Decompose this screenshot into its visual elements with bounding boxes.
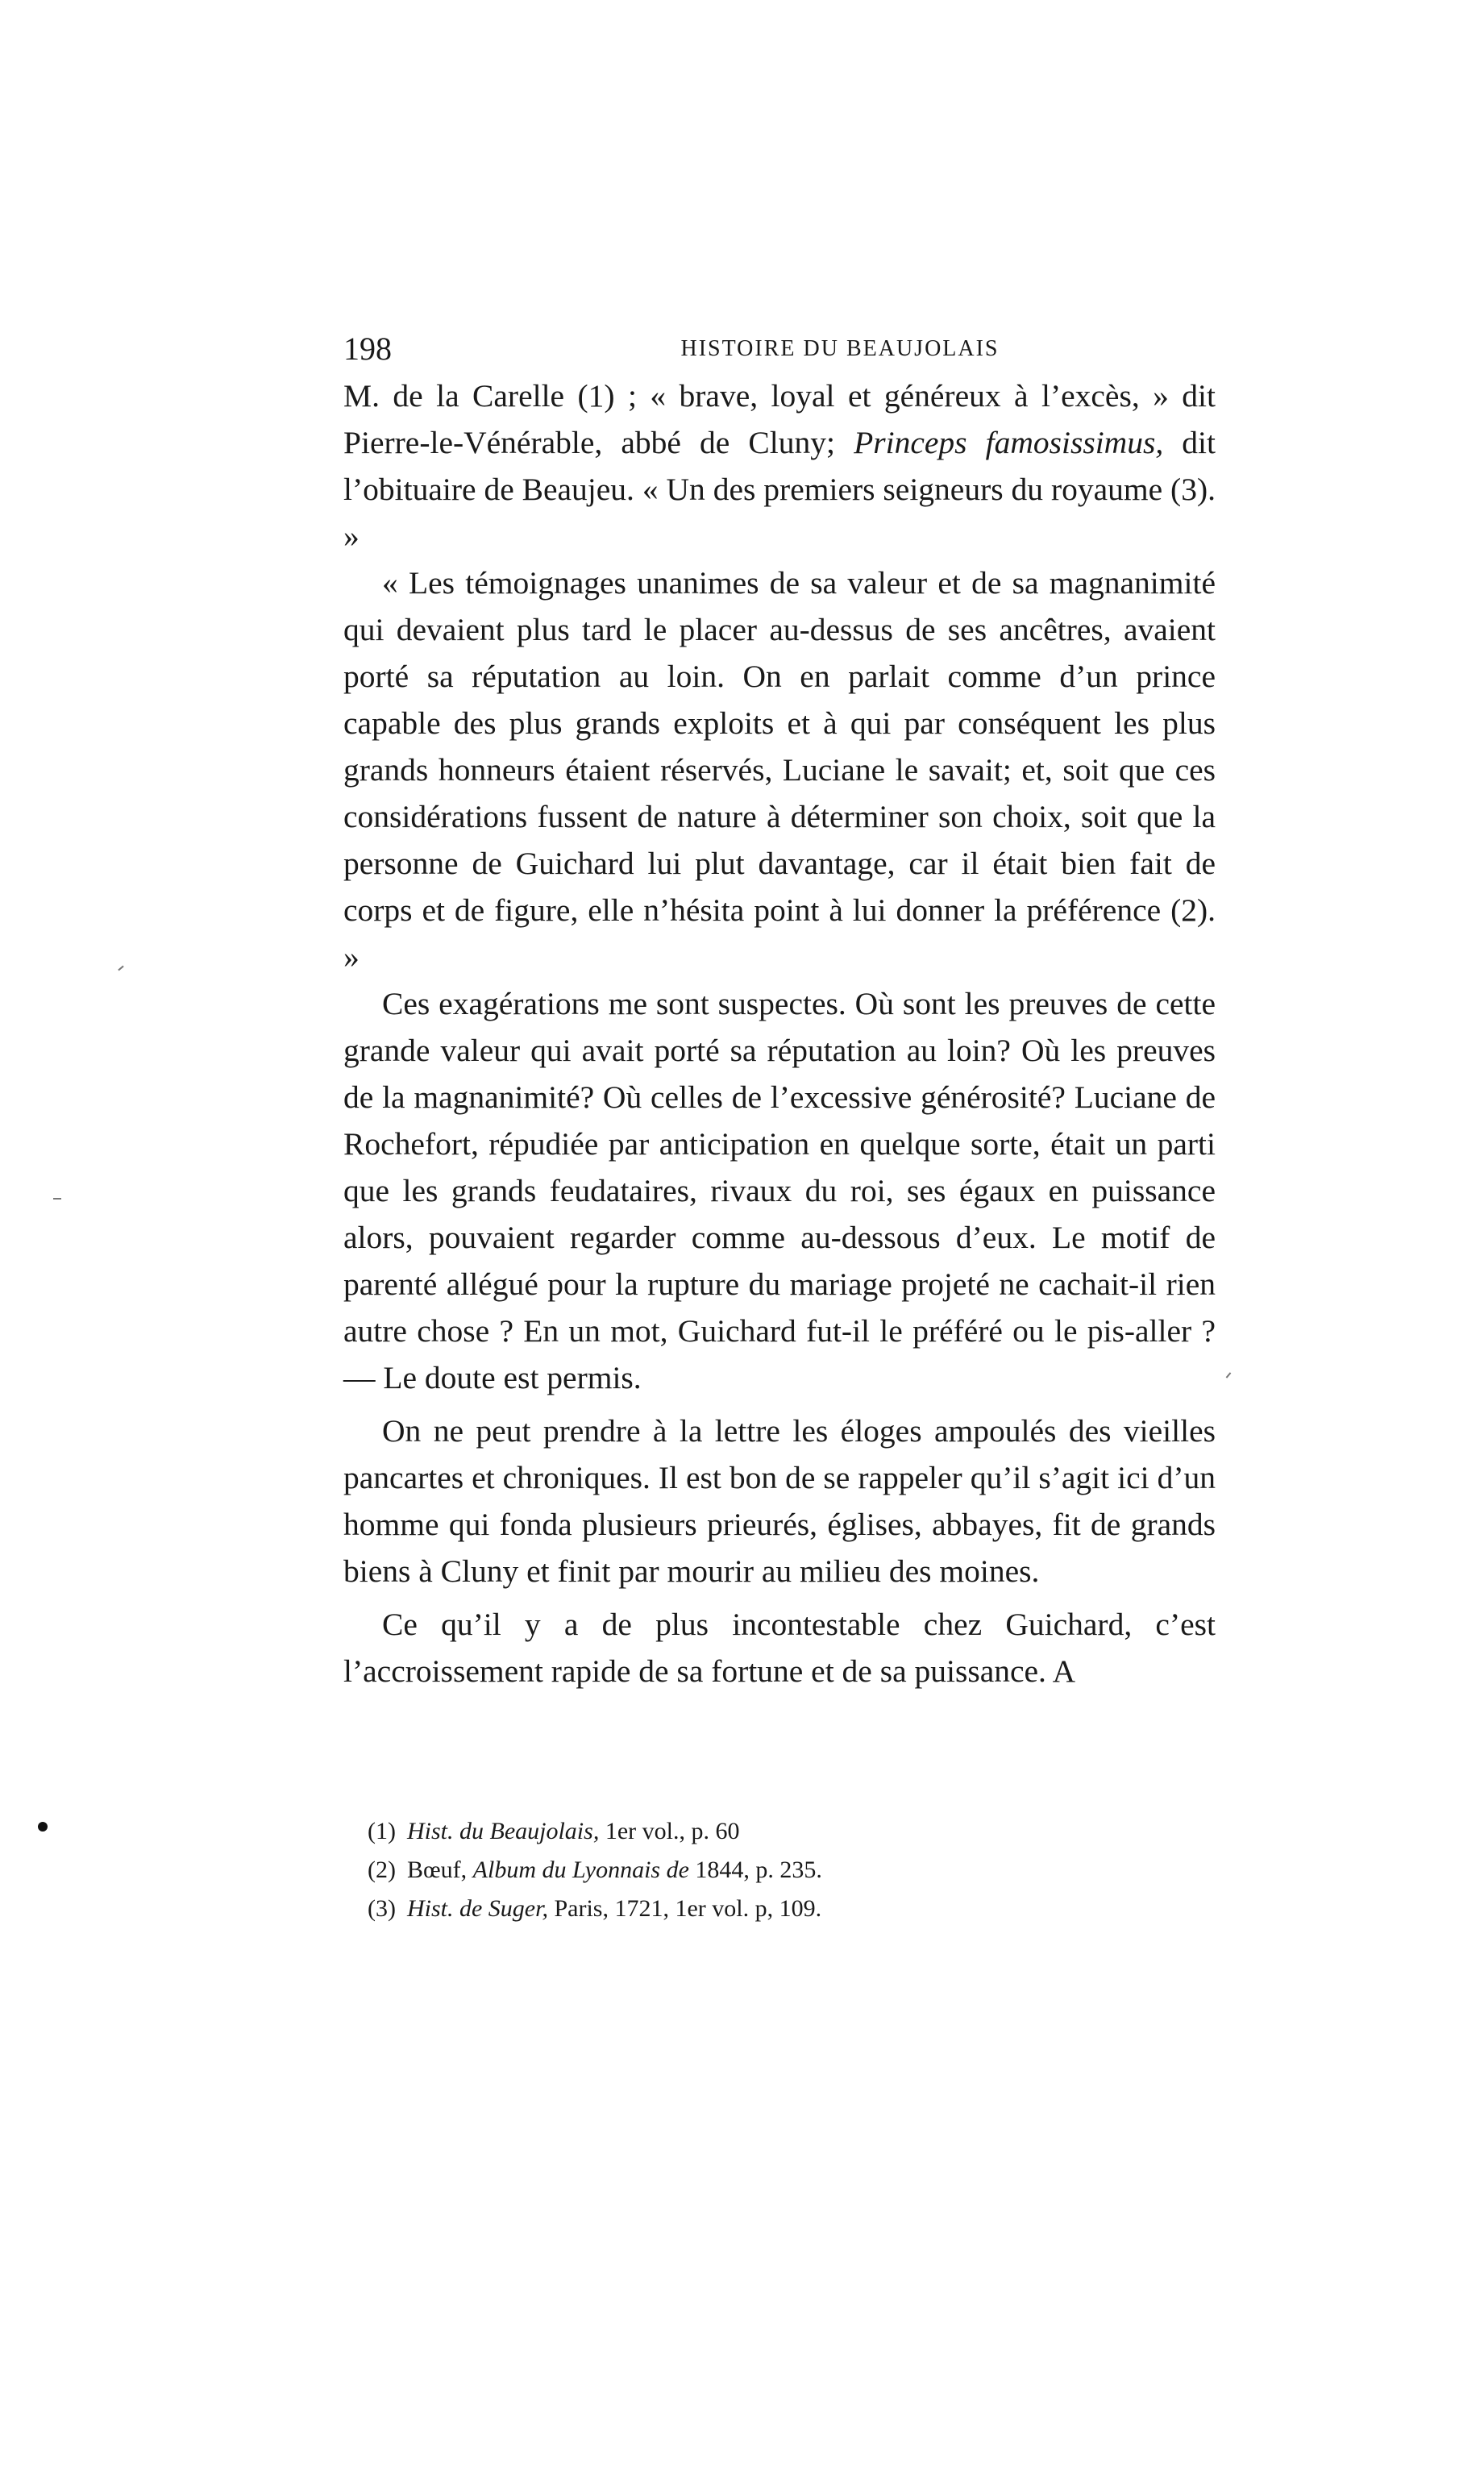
footnote-2-ref: 1844, p. 235. <box>688 1857 822 1883</box>
paragraph-2-text: « Les témoignages unanimes de sa valeur et de sa magnanimité qui devaient plus tard le placer au-dessus de ses ancêtres, avaient porté sa réputation au loin. On en parlait comme d’un prince capable des plus grands exploits et à qui par conséquent les plus grands honneurs étaient réservés, Luciane le savait; et, soit que ces considérations fussent de nature à déterminer son choix, soit que la personne de Guichard lui plut davantage, car il était bien fait de corps et de figure, elle n’hésita point à lui donner la préférence (2). » <box>343 565 1216 975</box>
page-number: 198 <box>343 331 392 367</box>
footnote-1 <box>368 1812 1214 1851</box>
body-text <box>343 372 1216 1694</box>
paragraph-3-text: Ces exagérations me sont suspectes. Où sont les preuves de cette grande valeur qui avait porté sa réputation au loin? Où les preuves de la magnanimité? Où celles de l’excessive générosité? Luciane de Rochefort, répudiée par anticipation en quelque sorte, était un parti que les grands feudataires, rivaux du roi, ses égaux en puissance alors, pouvaient regarder comme au-dessous d’eux. Le motif de parenté allégué pour la rupture du mariage projeté ne cachait-il rien autre chose ? En un mot, Guichard fut-il le préféré ou le pis-aller ? — Le doute est permis. <box>343 986 1216 1395</box>
paragraph-1-latin-phrase: Princeps famosissimus, <box>854 425 1164 460</box>
footnote-2-author: Bœuf, <box>406 1857 473 1883</box>
footnote-1-ref: 1er vol., p. 60 <box>599 1818 740 1844</box>
paragraph-4 <box>343 1407 1216 1595</box>
footnote-2-mark: (2) <box>368 1857 396 1883</box>
scan-mark-lower <box>53 1198 61 1200</box>
footnote-3-title: Hist. de Suger, <box>406 1895 548 1922</box>
paragraph-3 <box>343 980 1216 1401</box>
scan-mark-right <box>1226 1372 1232 1378</box>
scan-mark-upper <box>118 966 123 971</box>
footnotes <box>368 1812 1214 1928</box>
paragraph-1-text-b: dit l’obituaire de Beaujeu. « Un des premiers seigneurs du royaume (3). » <box>343 425 1216 554</box>
footnote-3-mark: (3) <box>368 1895 396 1922</box>
footnote-3 <box>368 1890 1214 1928</box>
footnote-1-mark: (1) <box>368 1818 396 1844</box>
paragraph-1-text-a: M. de la Carelle (1) ; « brave, loyal et généreux à l’excès, » dit Pierre-le-Vénérable, abbé de Cluny; <box>343 378 1216 460</box>
running-title: HISTOIRE DU BEAUJOLAIS <box>680 336 1000 361</box>
scan-speck <box>38 1822 48 1832</box>
paragraph-2 <box>343 559 1216 980</box>
paragraph-5-text: Ce qu’il y a de plus incontestable chez Guichard, c’est l’accroissement rapide de sa fortune et de sa puissance. A <box>343 1607 1216 1689</box>
footnote-2-title: Album du Lyonnais de <box>472 1857 689 1883</box>
footnote-2 <box>368 1851 1214 1890</box>
paragraph-1 <box>343 372 1216 559</box>
paragraph-5 <box>343 1601 1216 1694</box>
paragraph-4-text: On ne peut prendre à la lettre les éloges ampoulés des vieilles pancartes et chroniques. Il est bon de se rappeler qu’il s’agit ici d’un homme qui fonda plusieurs prieurés, églises, abbayes, fit de grands biens à Cluny et finit par mourir au milieu des moines. <box>343 1413 1216 1589</box>
footnote-3-ref: Paris, 1721, 1er vol. p, 109. <box>547 1895 822 1922</box>
footnote-1-title: Hist. du Beaujolais, <box>406 1818 600 1844</box>
running-head <box>343 329 1216 369</box>
